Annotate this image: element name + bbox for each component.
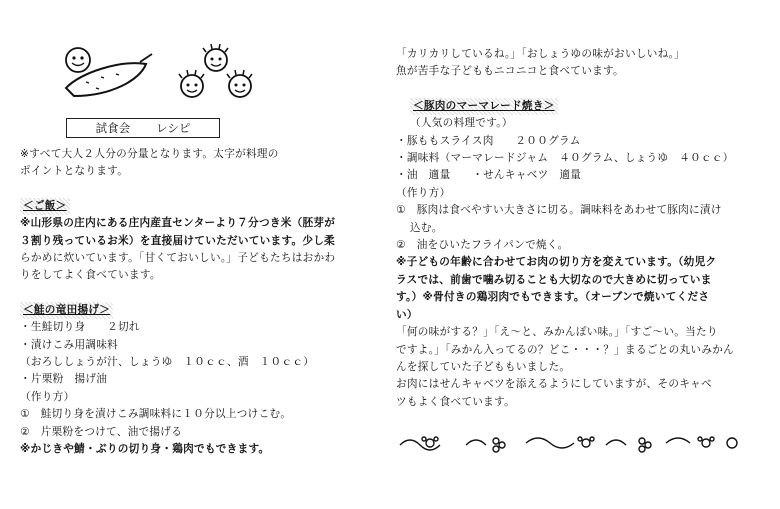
intro-line: ポイントとなります。 (20, 165, 129, 178)
salmon-line: ・漬けこみ用調味料 (20, 338, 119, 351)
salmon-line: ・生鮭切り身 ２切れ (20, 321, 140, 334)
salmon-line: ② 片栗粉をつけて、油で揚げる (20, 425, 183, 438)
rice-line: ※山形県の庄内にある庄内産直センターより７分つき米（胚芽が (20, 217, 336, 230)
pork-line: ・調味料（マーマレードジャム ４０グラム、しょうゆ ４０ｃｃ） (396, 152, 734, 165)
title-box (66, 118, 220, 138)
salmon-heading: ＜鮭の竜田揚げ＞ (20, 302, 113, 319)
pork-line: ② 油をひいたフライパンで焼く。 (396, 239, 569, 252)
salmon-line: ① 鮭切り身を漬けこみ調味料に１０分以上つけこむ。 (20, 408, 292, 421)
pork-line: ① 豚肉は食べやすい大きさに切る。調味料をあわせて豚肉に漬け (396, 204, 722, 217)
pork-line: ・油 適量 ・せんキャベツ 適量 (396, 169, 582, 182)
rice-line: ３割り残っているお米）を直接届けていただいています。少し柔 (20, 234, 336, 247)
right-column (396, 46, 766, 411)
salmon-comment-line: 魚が苦手な子どももニコニコと食べています。 (396, 65, 624, 78)
children-faces-illustration (172, 40, 262, 106)
pork-comment-line: 「何の味がする？」「え～と、みかんぽい味。」「すご～い。当たり (396, 326, 718, 339)
intro-line: ※すべて大人２人分の分量となります。太字が料理の (20, 148, 279, 160)
pork-heading: ＜豚肉のマーマレード焼き＞ (410, 98, 558, 115)
pork-note-line: い） (396, 308, 418, 321)
salmon-line: （おろししょうが汁、しょうゆ １０ｃｃ、酒 １０ｃｃ） (20, 356, 315, 369)
title-subtitle: レシピ (156, 121, 191, 135)
pork-line: （作り方） (396, 186, 451, 199)
salmon-line: （作り方） (20, 390, 75, 403)
pork-note-line: す。）※骨付きの鶏羽肉でもできます。（オーブンで焼いてくださ (396, 291, 710, 304)
pork-line: ・豚ももスライス肉 ２００グラム (396, 134, 581, 147)
rice-heading: ＜ご飯＞ (20, 198, 70, 215)
rice-line: らかめに炊いています。「甘くておいしい。」子どもたちはおかわ (20, 252, 336, 265)
pork-note-line: ラスでは、前歯で噛み切ることも大切なので大きめに切っていま (396, 273, 712, 286)
pork-comment-line: んを探していた子どももいました。 (396, 360, 571, 373)
salmon-line: ・片栗粉 揚げ油 (20, 373, 108, 386)
left-column (20, 146, 372, 459)
pork-subtitle: （人気の料理です。） (410, 117, 513, 130)
salmon-comment-line: 「カリカリしているね。」「おしょうゆの味がおいしいね。」 (396, 48, 686, 60)
pork-comment-line: お肉にはせんキャベツを添えるようにしていますが、そのキャベ (396, 378, 712, 391)
flower-bee-border-decoration (396, 431, 744, 455)
sweet-potato-character-illustration (56, 44, 156, 104)
pork-comment-line: ツもよく食べています。 (396, 395, 515, 408)
pork-note-line: ※子どもの年齢に合わせてお肉の切り方を変えています。（幼児ク (396, 256, 717, 269)
salmon-note: ※かじきや鯖・ぶりの切り身・鶏肉でもできます。 (20, 443, 270, 456)
rice-line: りをしてよく食べています。 (20, 269, 161, 282)
pork-line: 込む。 (410, 221, 443, 234)
title-label: 試食会 (95, 121, 131, 135)
pork-comment-line: ですよ。」「みかん入ってるの？どこ・・・？」まるごとの丸いみかん (396, 343, 734, 356)
